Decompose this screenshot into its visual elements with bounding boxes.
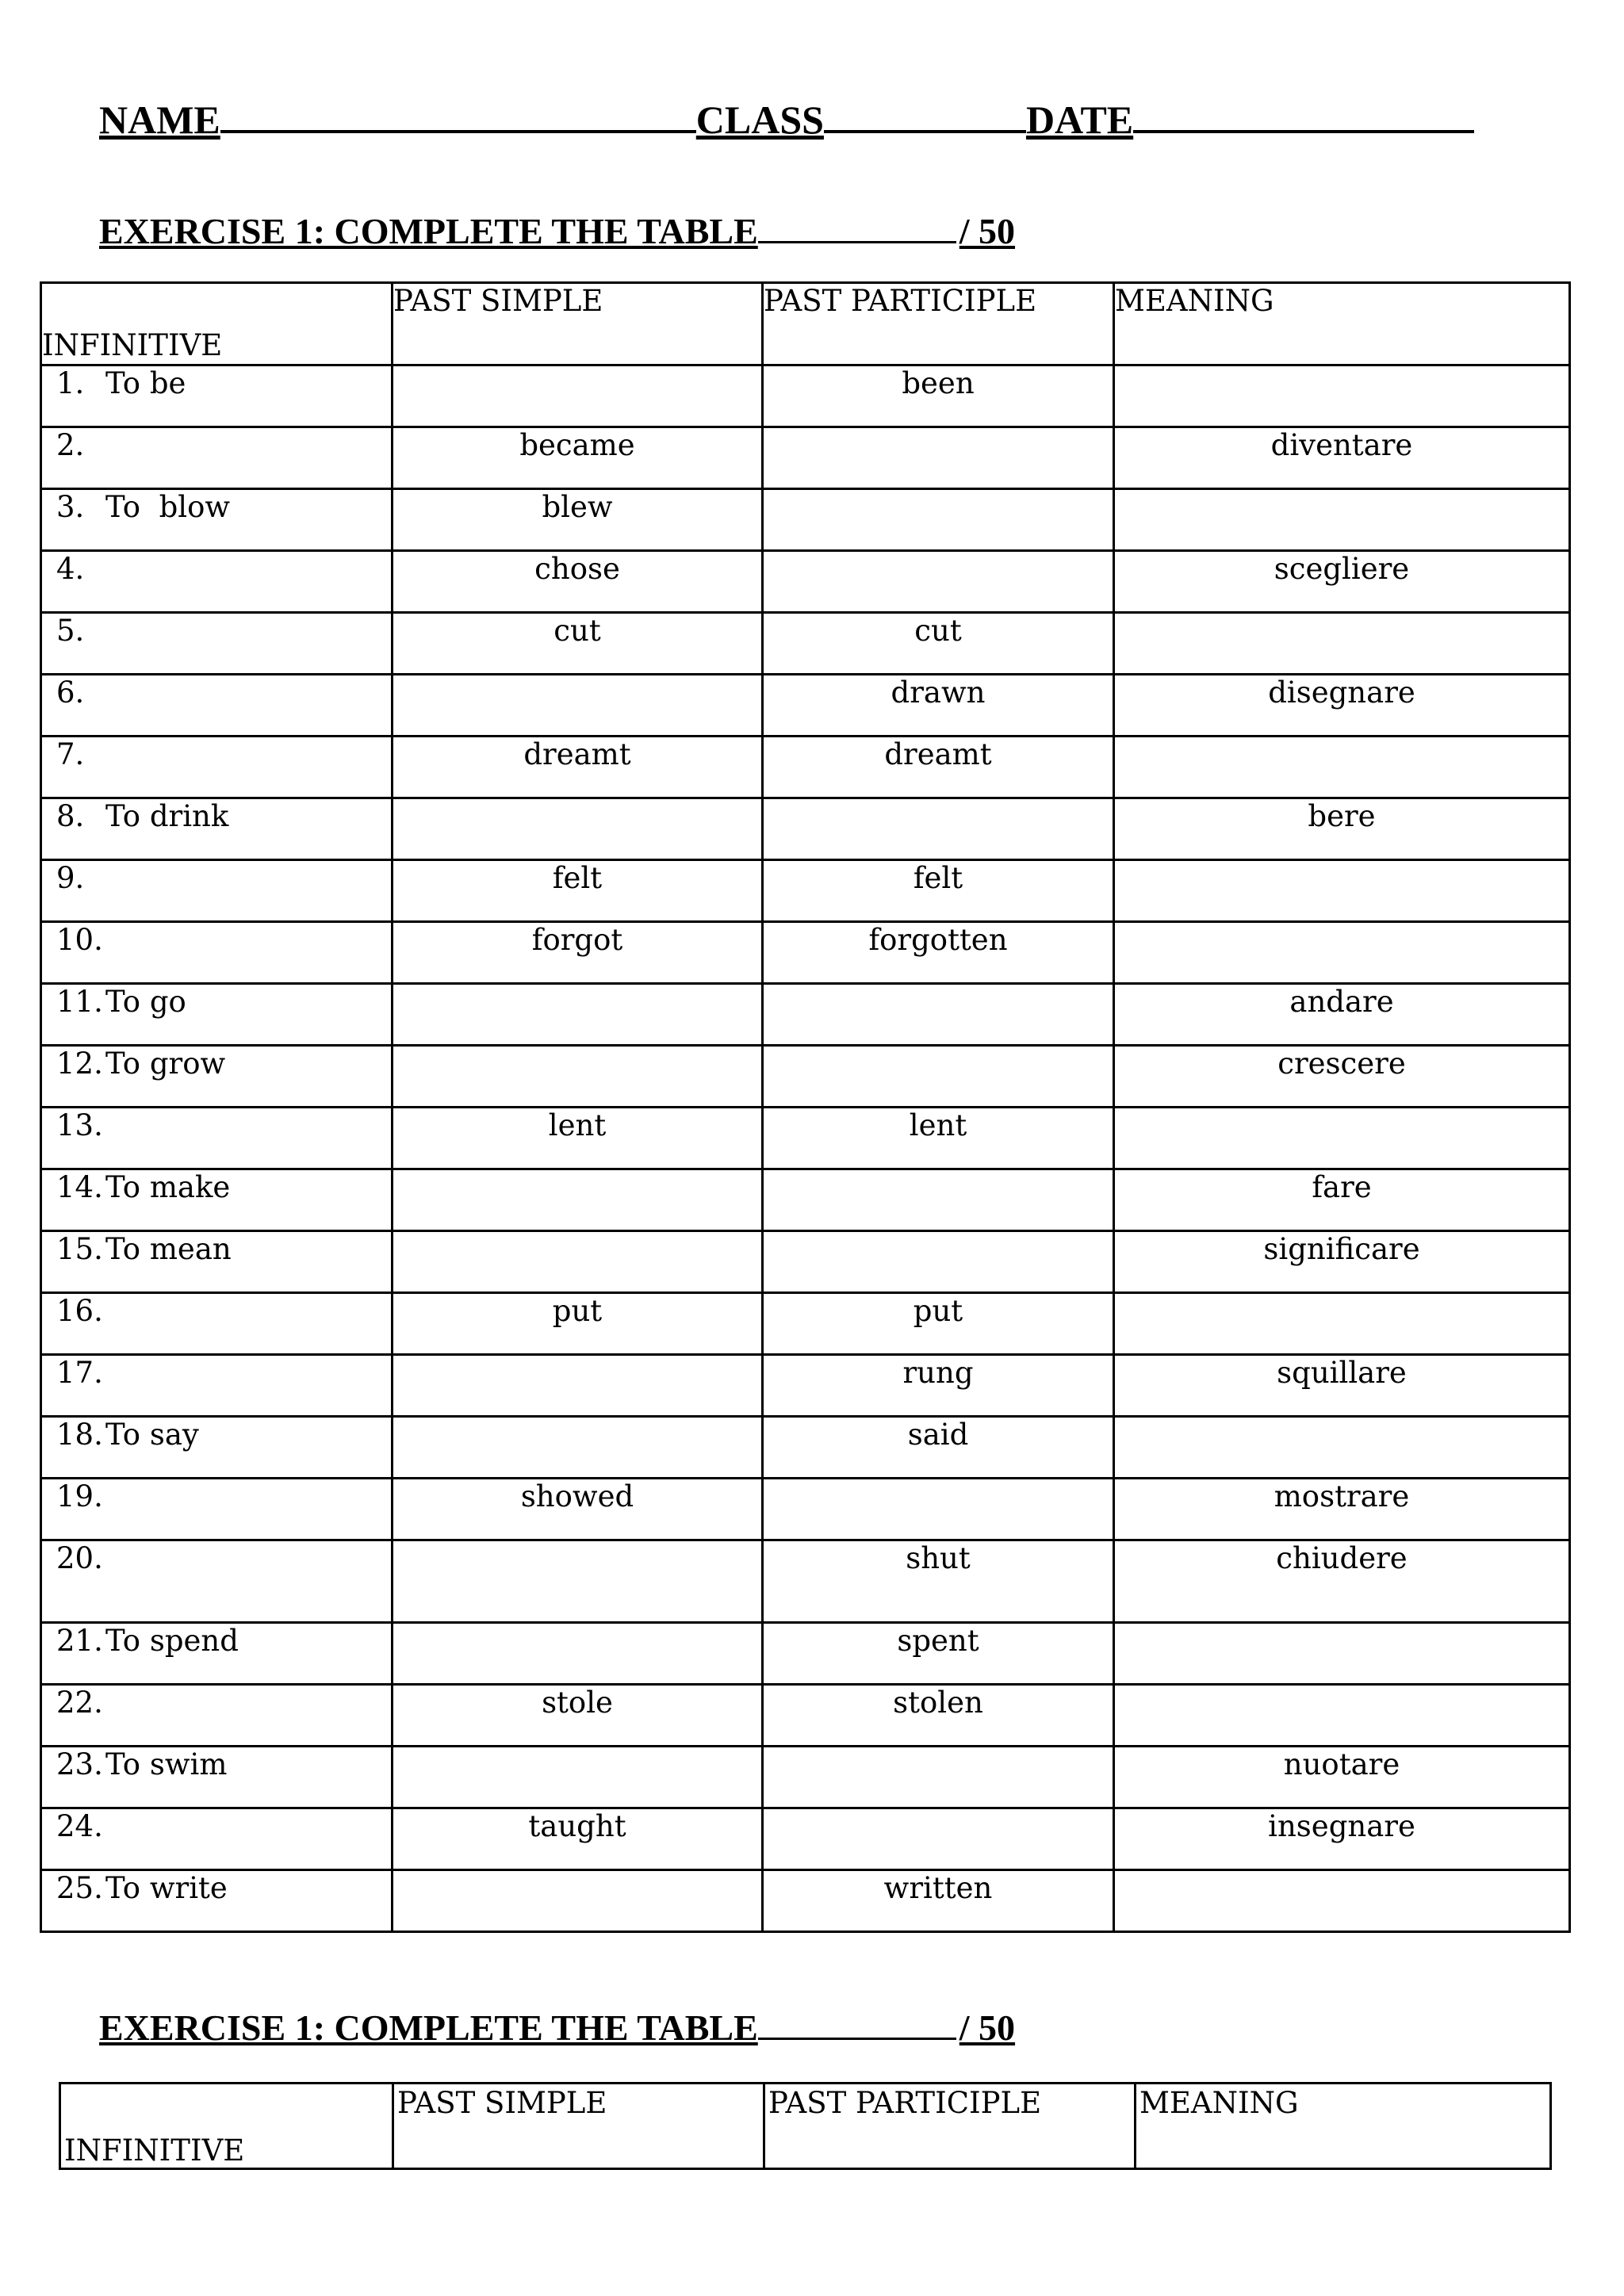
- cell-infinitive: [41, 365, 393, 427]
- row-number: 21.: [56, 1624, 103, 1658]
- cell-infinitive: [41, 798, 393, 860]
- verb-table-2: [59, 2082, 1552, 2170]
- row-number: 7.: [56, 737, 85, 771]
- table-row: [41, 1623, 1570, 1685]
- table2-col-header-past-simple: PAST SIMPLE: [393, 2084, 764, 2169]
- row-number: 9.: [56, 861, 85, 895]
- exercise2-title-text: EXERCISE 1: COMPLETE THE TABLE: [99, 2007, 758, 2048]
- table-row: [41, 922, 1570, 984]
- cell-infinitive[interactable]: [41, 1479, 393, 1540]
- cell-infinitive: [41, 1231, 393, 1293]
- table-row: [41, 427, 1570, 489]
- table-row: [41, 737, 1570, 798]
- cell-meaning[interactable]: [1114, 737, 1570, 798]
- infinitive-text: To spend: [105, 1624, 239, 1658]
- table2-col-header-past-participle: PAST PARTICIPLE: [764, 2084, 1136, 2169]
- cell-past-participle[interactable]: [763, 1808, 1114, 1870]
- infinitive-text: To be: [105, 366, 186, 400]
- cell-past-participle: spent: [763, 1623, 1114, 1685]
- cell-past-simple: felt: [393, 860, 763, 922]
- cell-infinitive[interactable]: [41, 922, 393, 984]
- cell-meaning[interactable]: [1114, 1108, 1570, 1169]
- table-row: [41, 365, 1570, 427]
- cell-meaning[interactable]: [1114, 1417, 1570, 1479]
- cell-past-participle: felt: [763, 860, 1114, 922]
- table2-col-header-meaning: MEANING: [1136, 2084, 1551, 2169]
- cell-meaning: squillare: [1114, 1355, 1570, 1417]
- exercise1-title: [99, 209, 1015, 250]
- cell-infinitive: [41, 1747, 393, 1808]
- table-row: [41, 860, 1570, 922]
- cell-infinitive: [41, 1046, 393, 1108]
- cell-past-participle[interactable]: [763, 798, 1114, 860]
- infinitive-text: To swim: [105, 1747, 228, 1781]
- exercise1-title-text: EXERCISE 1: COMPLETE THE TABLE: [99, 211, 758, 251]
- row-number: 20.: [56, 1541, 103, 1575]
- date-blank[interactable]: [1133, 94, 1474, 133]
- cell-meaning[interactable]: [1114, 1623, 1570, 1685]
- table2-header-row: [60, 2084, 1551, 2169]
- cell-past-participle: rung: [763, 1355, 1114, 1417]
- infinitive-text: To grow: [105, 1047, 226, 1081]
- row-number: 10.: [56, 923, 103, 957]
- cell-past-simple: forgot: [393, 922, 763, 984]
- cell-meaning[interactable]: [1114, 613, 1570, 675]
- cell-past-simple: became: [393, 427, 763, 489]
- cell-past-simple[interactable]: [393, 984, 763, 1046]
- cell-past-simple: put: [393, 1293, 763, 1355]
- cell-past-simple[interactable]: [393, 365, 763, 427]
- table-row: [41, 675, 1570, 737]
- cell-infinitive[interactable]: [41, 1540, 393, 1623]
- infinitive-text: To go: [105, 985, 186, 1019]
- cell-past-participle: drawn: [763, 675, 1114, 737]
- cell-infinitive: [41, 1623, 393, 1685]
- cell-past-simple[interactable]: [393, 1169, 763, 1231]
- exercise2-score: / 50: [959, 2007, 1016, 2048]
- table-row: [41, 1870, 1570, 1932]
- cell-past-simple[interactable]: [393, 798, 763, 860]
- cell-infinitive: [41, 1870, 393, 1932]
- table-row: [41, 1293, 1570, 1355]
- table-row: [41, 1417, 1570, 1479]
- cell-infinitive[interactable]: [41, 1355, 393, 1417]
- cell-past-participle: forgotten: [763, 922, 1114, 984]
- cell-meaning[interactable]: [1114, 1685, 1570, 1747]
- cell-past-simple[interactable]: [393, 1046, 763, 1108]
- cell-infinitive[interactable]: [41, 551, 393, 613]
- cell-past-simple[interactable]: [393, 1355, 763, 1417]
- cell-meaning: diventare: [1114, 427, 1570, 489]
- cell-past-simple: cut: [393, 613, 763, 675]
- cell-meaning: crescere: [1114, 1046, 1570, 1108]
- cell-meaning: significare: [1114, 1231, 1570, 1293]
- cell-past-participle: written: [763, 1870, 1114, 1932]
- cell-past-simple: chose: [393, 551, 763, 613]
- table-row: [41, 489, 1570, 551]
- table-row: [41, 1747, 1570, 1808]
- infinitive-text: To write: [105, 1871, 228, 1905]
- cell-meaning: insegnare: [1114, 1808, 1570, 1870]
- row-number: 14.: [56, 1170, 103, 1204]
- cell-meaning[interactable]: [1114, 860, 1570, 922]
- cell-infinitive: [41, 1169, 393, 1231]
- cell-past-simple[interactable]: [393, 1870, 763, 1932]
- row-number: 8.: [56, 799, 85, 833]
- table-header-row: [41, 283, 1570, 365]
- cell-meaning: fare: [1114, 1169, 1570, 1231]
- cell-meaning: andare: [1114, 984, 1570, 1046]
- row-number: 25.: [56, 1871, 103, 1905]
- cell-meaning: nuotare: [1114, 1747, 1570, 1808]
- cell-infinitive: [41, 1417, 393, 1479]
- cell-past-participle: said: [763, 1417, 1114, 1479]
- cell-past-participle[interactable]: [763, 1479, 1114, 1540]
- cell-infinitive[interactable]: [41, 427, 393, 489]
- cell-past-simple[interactable]: [393, 1417, 763, 1479]
- cell-past-simple[interactable]: [393, 675, 763, 737]
- cell-past-participle: lent: [763, 1108, 1114, 1169]
- cell-meaning[interactable]: [1114, 1293, 1570, 1355]
- col-header-infinitive: INFINITIVE: [41, 283, 393, 365]
- cell-infinitive[interactable]: [41, 613, 393, 675]
- col-header-past-simple: PAST SIMPLE: [393, 283, 763, 365]
- row-number: 2.: [56, 428, 85, 462]
- table-row: [41, 1479, 1570, 1540]
- class-label: CLASS: [695, 98, 824, 142]
- table-row: [41, 798, 1570, 860]
- infinitive-text: To blow: [105, 490, 231, 524]
- cell-past-simple[interactable]: [393, 1540, 763, 1623]
- cell-past-participle: stolen: [763, 1685, 1114, 1747]
- row-number: 11.: [56, 985, 103, 1019]
- cell-past-simple[interactable]: [393, 1623, 763, 1685]
- cell-infinitive[interactable]: [41, 1293, 393, 1355]
- row-number: 5.: [56, 614, 85, 648]
- row-number: 12.: [56, 1047, 103, 1081]
- cell-past-participle: put: [763, 1293, 1114, 1355]
- cell-past-participle[interactable]: [763, 427, 1114, 489]
- cell-meaning: bere: [1114, 798, 1570, 860]
- cell-meaning: chiudere: [1114, 1540, 1570, 1623]
- cell-past-participle: dreamt: [763, 737, 1114, 798]
- cell-infinitive: [41, 984, 393, 1046]
- cell-past-simple: stole: [393, 1685, 763, 1747]
- cell-past-simple: blew: [393, 489, 763, 551]
- row-number: 6.: [56, 675, 85, 710]
- cell-infinitive[interactable]: [41, 737, 393, 798]
- cell-past-participle: cut: [763, 613, 1114, 675]
- cell-meaning: scegliere: [1114, 551, 1570, 613]
- cell-past-simple[interactable]: [393, 1231, 763, 1293]
- row-number: 1.: [56, 366, 85, 400]
- cell-meaning[interactable]: [1114, 922, 1570, 984]
- table-row: [41, 613, 1570, 675]
- cell-past-participle[interactable]: [763, 1231, 1114, 1293]
- cell-infinitive[interactable]: [41, 675, 393, 737]
- col-header-meaning: MEANING: [1114, 283, 1570, 365]
- table-row: [41, 1108, 1570, 1169]
- infinitive-text: To mean: [105, 1232, 232, 1266]
- table-row: [41, 1046, 1570, 1108]
- cell-past-participle[interactable]: [763, 1046, 1114, 1108]
- row-number: 22.: [56, 1686, 103, 1720]
- row-number: 24.: [56, 1809, 103, 1843]
- cell-past-participle[interactable]: [763, 984, 1114, 1046]
- table2-col-header-infinitive: INFINITIVE: [60, 2084, 393, 2169]
- infinitive-text: To drink: [105, 799, 229, 833]
- cell-infinitive[interactable]: [41, 1108, 393, 1169]
- student-info-header: [99, 94, 1503, 140]
- exercise2-title-gap: [758, 2006, 956, 2040]
- cell-meaning[interactable]: [1114, 1870, 1570, 1932]
- cell-past-simple: taught: [393, 1808, 763, 1870]
- cell-past-simple: lent: [393, 1108, 763, 1169]
- cell-past-participle[interactable]: [763, 1747, 1114, 1808]
- exercise1-score: / 50: [959, 211, 1016, 251]
- row-number: 19.: [56, 1479, 103, 1513]
- infinitive-text: To make: [105, 1170, 231, 1204]
- cell-infinitive[interactable]: [41, 860, 393, 922]
- date-label: DATE: [1025, 98, 1134, 142]
- cell-past-simple: showed: [393, 1479, 763, 1540]
- table-row: [41, 1231, 1570, 1293]
- verb-table: [40, 281, 1571, 1933]
- row-number: 18.: [56, 1418, 103, 1452]
- table-row: [41, 1169, 1570, 1231]
- cell-past-participle[interactable]: [763, 551, 1114, 613]
- exercise1-title-gap: [758, 209, 956, 243]
- row-number: 17.: [56, 1356, 103, 1390]
- table-row: [41, 1808, 1570, 1870]
- col-header-past-participle: PAST PARTICIPLE: [763, 283, 1114, 365]
- table-row: [41, 551, 1570, 613]
- exercise2-title: [99, 2006, 1015, 2046]
- name-label: NAME: [99, 98, 220, 142]
- cell-infinitive[interactable]: [41, 1685, 393, 1747]
- cell-past-participle: been: [763, 365, 1114, 427]
- cell-infinitive: [41, 489, 393, 551]
- cell-past-participle: shut: [763, 1540, 1114, 1623]
- infinitive-text: To say: [105, 1418, 199, 1452]
- row-number: 23.: [56, 1747, 103, 1781]
- cell-meaning[interactable]: [1114, 365, 1570, 427]
- cell-past-participle[interactable]: [763, 1169, 1114, 1231]
- class-blank[interactable]: [824, 94, 1026, 133]
- cell-past-simple[interactable]: [393, 1747, 763, 1808]
- cell-infinitive[interactable]: [41, 1808, 393, 1870]
- table-row: [41, 1540, 1570, 1623]
- table-row: [41, 1355, 1570, 1417]
- row-number: 4.: [56, 552, 85, 586]
- cell-meaning: disegnare: [1114, 675, 1570, 737]
- name-blank[interactable]: [220, 94, 696, 133]
- table-row: [41, 1685, 1570, 1747]
- row-number: 3.: [56, 490, 85, 524]
- table-row: [41, 984, 1570, 1046]
- cell-meaning[interactable]: [1114, 489, 1570, 551]
- cell-meaning: mostrare: [1114, 1479, 1570, 1540]
- row-number: 15.: [56, 1232, 103, 1266]
- row-number: 16.: [56, 1294, 103, 1328]
- cell-past-simple: dreamt: [393, 737, 763, 798]
- cell-past-participle[interactable]: [763, 489, 1114, 551]
- row-number: 13.: [56, 1108, 103, 1142]
